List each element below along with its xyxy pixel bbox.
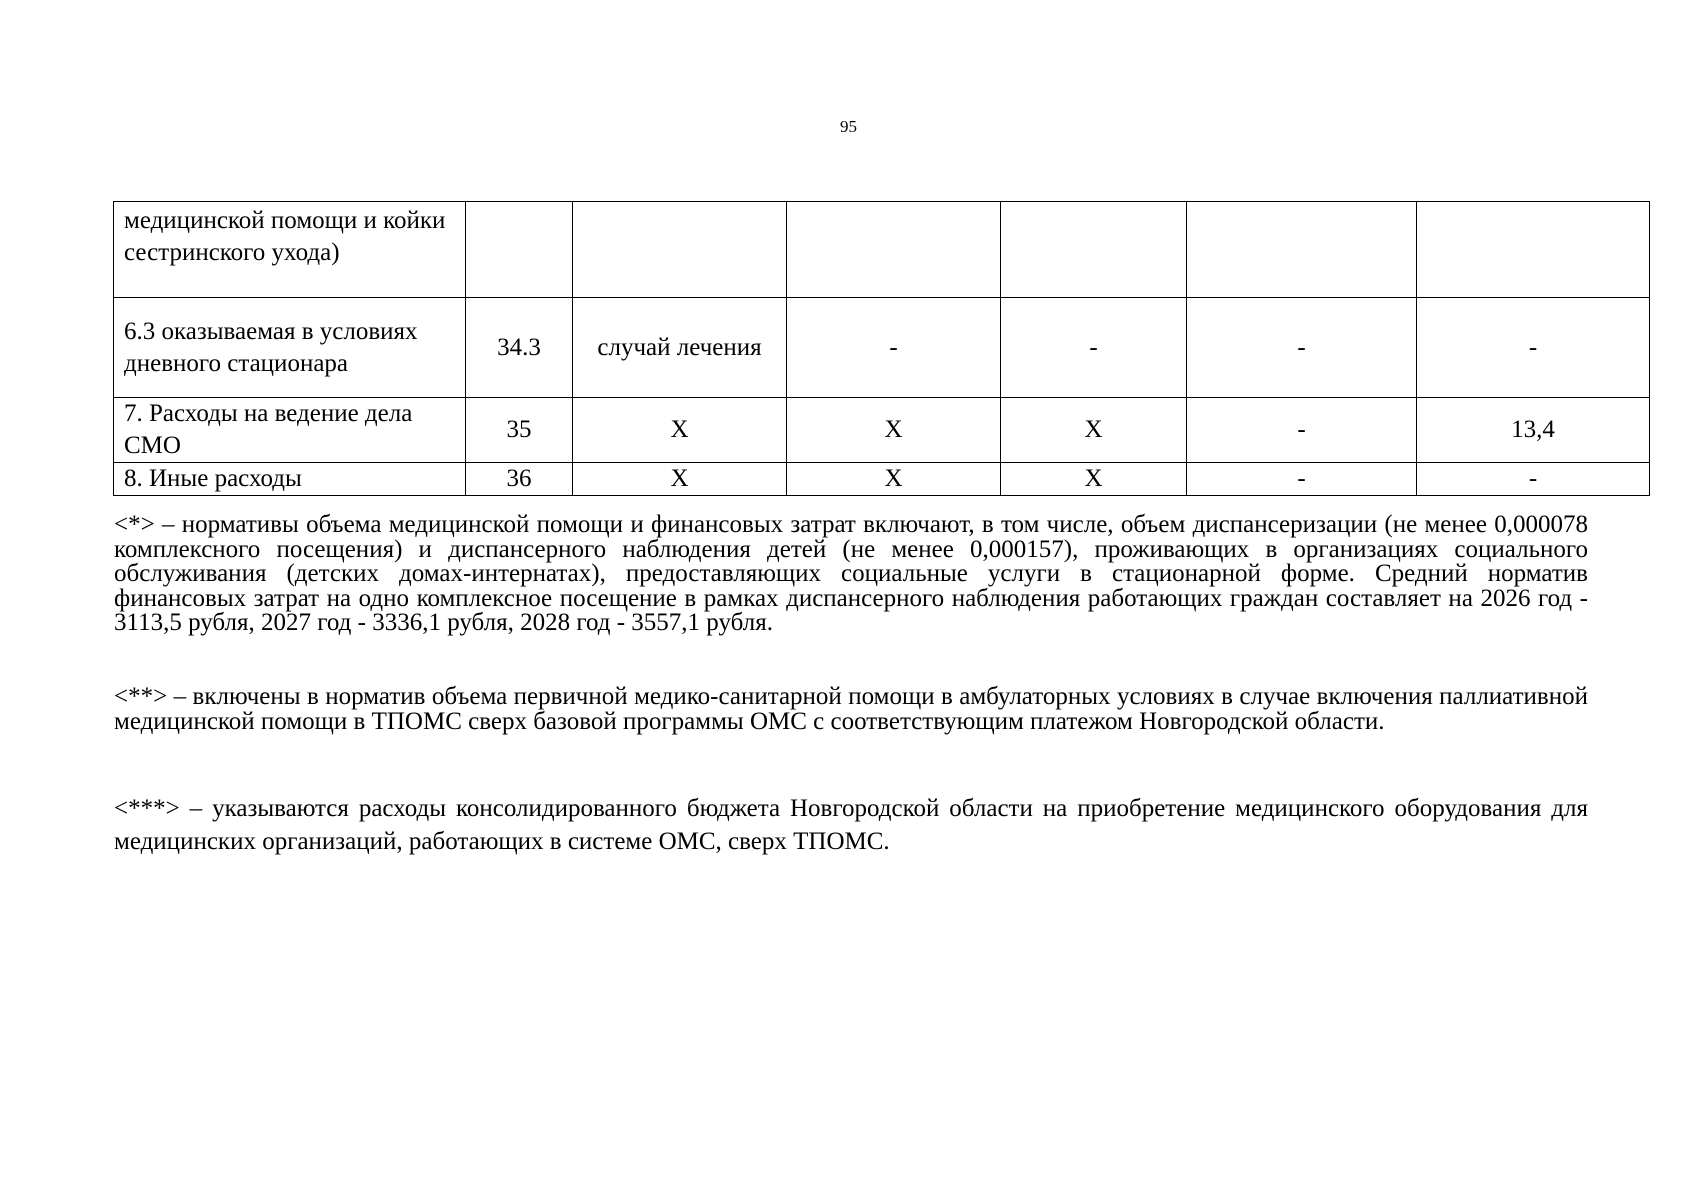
row-cell: X (787, 463, 1001, 496)
row-cell: - (1001, 298, 1187, 398)
row-cell: 13,4 (1417, 398, 1650, 463)
row-cell: - (787, 298, 1001, 398)
footnote-text: <***> – указываются расходы консолидированного бюджета Новгородской области на приобретение медицинского оборудования для медицинских организаций, работающих в системе ОМС, сверх ТПОМС. (114, 795, 1588, 855)
footnote-text: <**> – включены в норматив объема первичной медико-санитарной помощи в амбулаторных условиях в случае включения паллиативной медицинской помощи в ТПОМС сверх базовой программы ОМС с соответствующим платежом Новгородской области. (114, 683, 1588, 735)
row-cell: X (787, 398, 1001, 463)
row-label: 8. Иные расходы (114, 463, 466, 496)
footnote-2 (114, 685, 1588, 734)
row-cell: - (1417, 298, 1650, 398)
row-cell: - (1187, 398, 1417, 463)
row-label: медицинской помощи и койки сестринского ухода) (114, 202, 466, 298)
row-code: 34.3 (466, 298, 573, 398)
table-row (114, 398, 1650, 463)
row-unit: случай лечения (573, 298, 787, 398)
row-label: 7. Расходы на ведение дела СМО (114, 398, 466, 463)
table-row (114, 298, 1650, 398)
row-unit: X (573, 463, 787, 496)
table-row (114, 202, 1650, 298)
footnote-text: <*> – нормативы объема медицинской помощи и финансовых затрат включают, в том числе, объем диспансеризации (не менее 0,000078 комплексного посещения) и диспансерного наблюдения детей (не менее 0,000157), проживающих в организациях социального обслуживания (детских домах-интернатах), предоставляющих социальные услуги в стационарной форме. Средний норматив финансовых затрат на одно комплексное посещение в рамках диспансерного наблюдения работающих граждан составляет на 2026 год - 3113,5 рубля, 2027 год - 3336,1 рубля, 2028 год - 3557,1 рубля. (114, 511, 1588, 636)
row-label: 6.3 оказываемая в условиях дневного стационара (114, 298, 466, 398)
row-cell: - (1417, 463, 1650, 496)
row-cell (1187, 202, 1417, 298)
row-cell: - (1187, 463, 1417, 496)
footnote-3 (114, 792, 1588, 858)
row-code (466, 202, 573, 298)
row-unit (573, 202, 787, 298)
page-number: 95 (840, 117, 857, 136)
row-cell (787, 202, 1001, 298)
footnote-1 (114, 513, 1588, 636)
data-table (113, 201, 1650, 496)
row-cell (1417, 202, 1650, 298)
row-cell (1001, 202, 1187, 298)
row-cell: X (1001, 398, 1187, 463)
row-cell: - (1187, 298, 1417, 398)
row-code: 36 (466, 463, 573, 496)
row-unit: X (573, 398, 787, 463)
row-cell: X (1001, 463, 1187, 496)
table-row (114, 463, 1650, 496)
row-code: 35 (466, 398, 573, 463)
